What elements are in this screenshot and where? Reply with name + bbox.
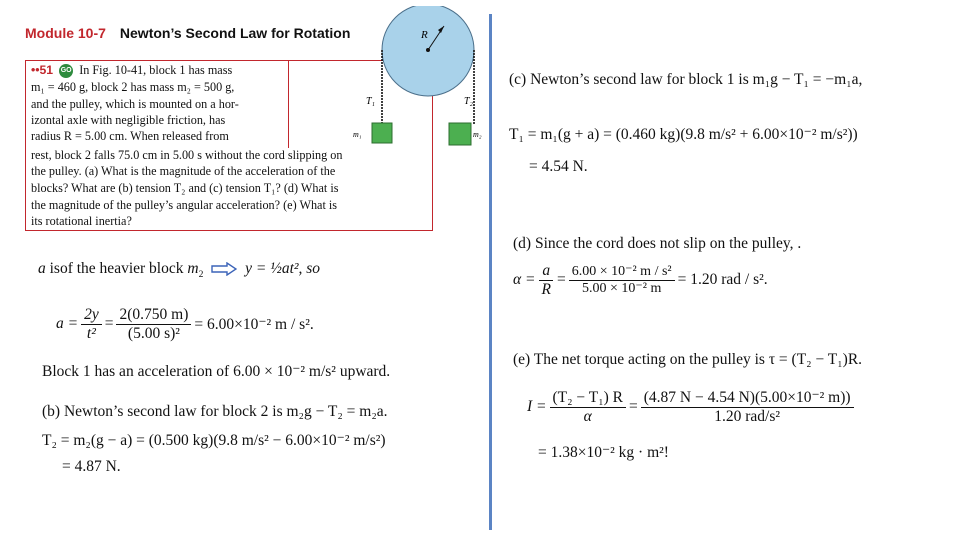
module-title: Newton’s Second Law for Rotation	[119, 25, 351, 41]
implies-arrow-icon	[211, 262, 237, 276]
alpha-result: = 1.20 rad / s².	[677, 271, 768, 289]
part-c-result: = 4.54 N.	[529, 158, 588, 175]
module-header	[25, 25, 350, 41]
fraction-2y-t2	[81, 306, 102, 343]
frac-den: t²	[86, 324, 96, 342]
inertia-lhs: I =	[527, 398, 547, 416]
problem-line-6: rest, block 2 falls 75.0 cm in 5.00 s without the cord slipping on	[31, 148, 343, 162]
block-1	[372, 123, 392, 143]
problem-line-4: izontal axle with negligible friction, has	[31, 113, 226, 127]
frac-den: 1.20 rad/s²	[714, 407, 781, 425]
frac-den: R	[541, 280, 551, 298]
problem-number: ••51	[31, 63, 54, 77]
radius-label: R	[421, 29, 428, 41]
part-c-statement: (c) Newton’s second law for block 1 is m₁g − T₁ = −m₁a,	[509, 71, 863, 88]
frac-den: α	[583, 407, 592, 425]
frac-num: a	[539, 262, 553, 281]
m2-label: m₂	[473, 130, 482, 139]
go-badge-icon: GO	[59, 64, 73, 78]
mass-symbol: m	[187, 260, 199, 277]
fraction-inertia-values	[641, 389, 854, 426]
fraction-values	[116, 306, 191, 343]
fraction-a-over-r	[538, 262, 553, 299]
problem-line-3: and the pulley, which is mounted on a hor-	[31, 97, 239, 111]
part-e-statement: (e) The net torque acting on the pulley is τ = (T₂ − T₁)R.	[513, 351, 863, 368]
mass-subscript: 2	[198, 269, 204, 281]
accel-result: = 6.00×10⁻² m / s².	[194, 315, 314, 333]
problem-line-8: blocks? What are (b) tension T₂ and (c) tension T₁? (d) What is	[31, 181, 339, 195]
equals-sign: =	[556, 271, 566, 289]
frac-den: 5.00 × 10⁻² m	[581, 280, 662, 296]
pulley-axle	[426, 48, 430, 52]
frac-num: 6.00 × 10⁻² m / s²	[569, 264, 675, 281]
part-a-conclusion: Block 1 has an acceleration of 6.00 × 10⁻² m/s² upward.	[42, 363, 391, 380]
equals-sign: =	[104, 315, 114, 333]
part-a-calculation	[56, 306, 314, 343]
part-d-calculation	[513, 262, 768, 299]
frac-num: (4.87 N − 4.54 N)(5.00×10⁻² m))	[641, 389, 854, 408]
column-divider	[489, 14, 492, 530]
t2-label: T₂	[464, 96, 474, 107]
fraction-alpha-values	[569, 264, 675, 297]
part-d-statement: (d) Since the cord does not slip on the pulley, .	[513, 235, 802, 252]
frac-num: (T₂ − T₁) R	[550, 389, 627, 408]
t1-label: T₁	[366, 96, 376, 107]
kinematic-equation: y = ½at², so	[245, 260, 321, 277]
pulley-figure	[340, 6, 500, 146]
alpha-lhs: α =	[513, 271, 536, 289]
problem-line-1	[31, 63, 232, 78]
part-c-equation: T₁ = m₁(g + a) = (0.460 kg)(9.8 m/s² + 6.00×10⁻² m/s²))	[509, 126, 858, 143]
fraction-torque-over-alpha	[550, 389, 627, 426]
part-b-statement: (b) Newton’s second law for block 2 is m₂g − T₂ = m₂a.	[42, 403, 388, 420]
frac-num: 2(0.750 m)	[116, 306, 191, 325]
accel-symbol: a	[38, 260, 46, 277]
equals-sign: =	[629, 398, 638, 416]
problem-text-line: In Fig. 10-41, block 1 has mass	[79, 63, 233, 77]
part-e-calculation	[527, 389, 857, 426]
block-2	[449, 123, 471, 145]
part-a-intro	[38, 260, 321, 281]
part-e-result: = 1.38×10⁻² kg · m²!	[538, 444, 669, 461]
accel-lhs: a =	[56, 315, 79, 333]
intro-text: isof the heavier block	[49, 260, 184, 277]
module-number: Module 10-7	[25, 25, 106, 41]
problem-line-10: its rotational inertia?	[31, 214, 132, 228]
problem-line-7: the pulley. (a) What is the magnitude of the acceleration of the	[31, 164, 336, 178]
frac-den: (5.00 s)²	[127, 324, 180, 342]
m1-label: m₁	[353, 130, 362, 139]
problem-line-5: radius R = 5.00 cm. When released from	[31, 129, 229, 143]
part-b-equation: T₂ = m₂(g − a) = (0.500 kg)(9.8 m/s² − 6.00×10⁻² m/s²)	[42, 432, 386, 449]
problem-line-9: the magnitude of the pulley’s angular acceleration? (e) What is	[31, 198, 338, 212]
frac-num: 2y	[81, 306, 102, 325]
problem-line-2: m₁ = 460 g, block 2 has mass m₂ = 500 g,	[31, 80, 235, 94]
part-b-result: = 4.87 N.	[62, 458, 121, 475]
